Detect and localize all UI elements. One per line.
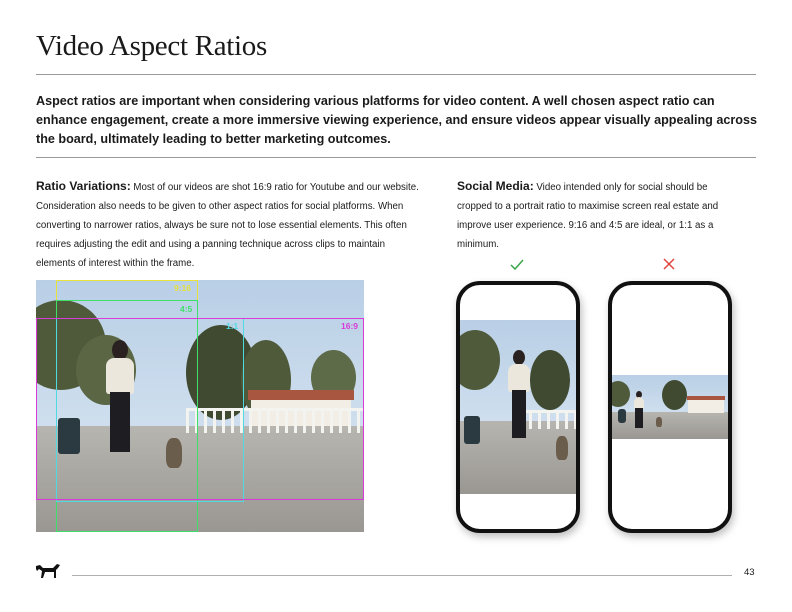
ratio-variations-paragraph	[36, 177, 420, 273]
phone-portrait-video	[460, 320, 576, 494]
page-title: Video Aspect Ratios	[36, 30, 267, 62]
intro-divider	[36, 157, 756, 158]
ratio-variations-body: Most of our videos are shot 16:9 ratio for Youtube and our website. Consideration also needs to be given to other aspect ratios for social platforms. When converting to narrower ratios, always be sure not to lose essential elements. This often requires adjusting the edit and using a panning technique across clips to maintain elements of interest within the frame.	[36, 182, 419, 269]
footer-divider	[72, 575, 732, 576]
phone-landscape-video	[612, 375, 728, 439]
label-9-16: 9:16	[174, 283, 192, 293]
phone-portrait-good	[456, 281, 580, 533]
phone-landscape-bad	[608, 281, 732, 533]
label-16-9: 16:9	[341, 321, 359, 331]
intro-paragraph: Aspect ratios are important when considering various platforms for video content. A well chosen aspect ratio can enhance engagement, create a more immersive viewing experience, and ensure videos appear visually appealing across the board, ultimately leading to better marketing outcomes.	[36, 94, 757, 146]
social-media-body: Video intended only for social should be cropped to a portrait ratio to maximise screen real estate and improve user experience. 9:16 and 4:5 are ideal, or 1:1 as a minimum.	[457, 182, 719, 250]
social-media-paragraph	[457, 177, 742, 254]
social-media-heading: Social Media:	[457, 179, 534, 193]
title-divider	[36, 74, 756, 75]
cross-icon	[663, 258, 675, 270]
frame-16-9	[36, 318, 364, 500]
checkmark-icon	[510, 259, 524, 271]
aspect-ratio-example-image	[36, 280, 364, 532]
ratio-variations-heading: Ratio Variations:	[36, 179, 131, 193]
label-4-5: 4:5	[180, 304, 193, 314]
page-number: 43	[744, 567, 755, 578]
dog-logo-icon	[34, 560, 62, 580]
label-1-1: 1:1	[226, 321, 239, 331]
